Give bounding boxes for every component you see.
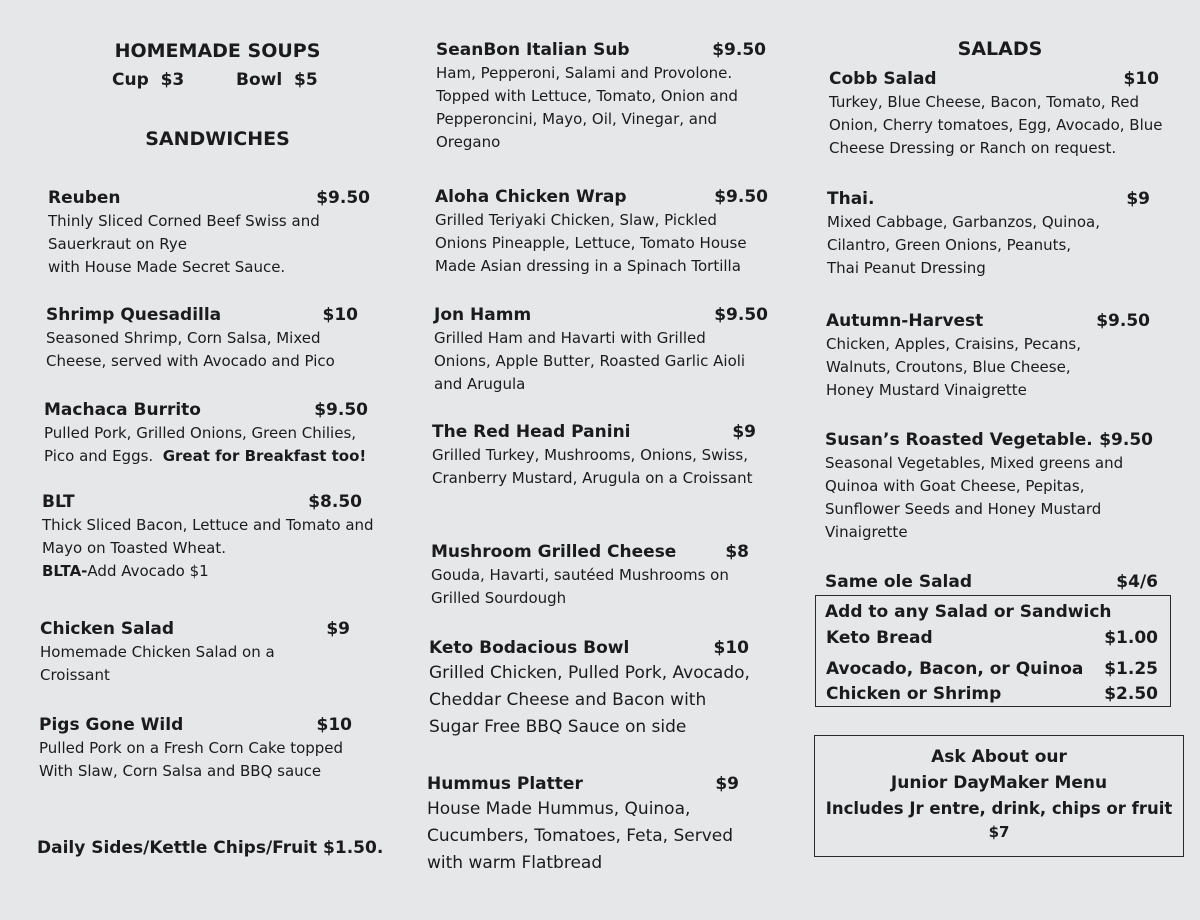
item-name: Cobb Salad bbox=[829, 69, 937, 89]
menu-item-blt bbox=[42, 491, 374, 583]
menu-item-autumn-harvest bbox=[826, 310, 1150, 402]
item-price: $10 bbox=[713, 638, 749, 658]
addon-row: Avocado, Bacon, or Quinoa $1.25 bbox=[826, 659, 1158, 679]
item-description: House Made Hummus, Quinoa, Cucumbers, Tomatoes, Feta, Served with warm Flatbread bbox=[427, 799, 734, 873]
item-name: Shrimp Quesadilla bbox=[46, 305, 222, 325]
item-description: Pulled Pork, Grilled Onions, Green Chilies, Pico and Eggs. Great for Breakfast too! bbox=[44, 424, 367, 465]
soup-cup-price: Cup $3 bbox=[112, 70, 185, 90]
item-price: $9.50 bbox=[714, 305, 768, 325]
menu-item-thai bbox=[827, 188, 1150, 280]
item-price: $8.50 bbox=[308, 492, 362, 512]
item-name: Thai. bbox=[827, 189, 875, 209]
item-description: Seasonal Vegetables, Mixed greens and Quinoa with Goat Cheese, Pepitas, Sunflower Seeds and Honey Mustard Vinaigrette bbox=[825, 454, 1124, 541]
item-description: Homemade Chicken Salad on a Croissant bbox=[40, 643, 275, 684]
junior-title: Junior DayMaker Menu bbox=[890, 773, 1108, 793]
menu-item-shrimp-quesadilla bbox=[46, 304, 358, 373]
item-description: Thick Sliced Bacon, Lettuce and Tomato and Mayo on Toasted Wheat. BLTA-Add Avocado $1 bbox=[42, 516, 374, 580]
item-name: Susan’s Roasted Vegetable. bbox=[825, 430, 1093, 450]
item-name: SeanBon Italian Sub bbox=[436, 40, 630, 60]
item-name: Machaca Burrito bbox=[44, 400, 201, 420]
item-price: $9 bbox=[715, 774, 739, 794]
item-name: Mushroom Grilled Cheese bbox=[431, 542, 677, 562]
item-name: Autumn-Harvest bbox=[826, 311, 984, 331]
menu-item-red-head-panini bbox=[432, 421, 756, 490]
daily-sides: Daily Sides/Kettle Chips/Fruit $1.50. bbox=[37, 838, 384, 858]
menu-item-same-ole-salad bbox=[825, 571, 1158, 593]
item-name: Hummus Platter bbox=[427, 774, 583, 794]
item-name: Pigs Gone Wild bbox=[39, 715, 184, 735]
item-name: Keto Bodacious Bowl bbox=[429, 638, 630, 658]
item-price: $9 bbox=[1126, 189, 1150, 209]
menu-item-susans-roasted-vegetable bbox=[825, 429, 1153, 544]
addon-row: Chicken or Shrimp $2.50 bbox=[826, 684, 1158, 704]
item-name: BLT bbox=[42, 492, 75, 512]
item-price: $9.50 bbox=[316, 188, 370, 208]
junior-menu-box bbox=[814, 735, 1184, 857]
menu-item-seanbon-italian-sub bbox=[436, 39, 766, 154]
junior-line: Includes Jr entre, drink, chips or fruit bbox=[825, 799, 1173, 818]
soup-bowl-price: Bowl $5 bbox=[236, 70, 318, 90]
item-price: $9.50 bbox=[1099, 430, 1153, 450]
item-price: $10 bbox=[1123, 69, 1159, 89]
item-price: $10 bbox=[322, 305, 358, 325]
menu-item-chicken-salad bbox=[40, 618, 350, 687]
item-name: Reuben bbox=[48, 188, 121, 208]
item-description: Grilled Chicken, Pulled Pork, Avocado, Cheddar Cheese and Bacon with Sugar Free BBQ Sauce on side bbox=[429, 663, 750, 737]
item-description: Gouda, Havarti, sautéed Mushrooms on Grilled Sourdough bbox=[431, 566, 729, 607]
item-description: Seasoned Shrimp, Corn Salsa, Mixed Cheese, served with Avocado and Pico bbox=[46, 329, 335, 370]
item-description: Chicken, Apples, Craisins, Pecans, Walnuts, Croutons, Blue Cheese, Honey Mustard Vinaigrette bbox=[826, 335, 1081, 399]
item-price: $9.50 bbox=[712, 40, 766, 60]
item-price: $10 bbox=[316, 715, 352, 735]
item-description: Pulled Pork on a Fresh Corn Cake topped With Slaw, Corn Salsa and BBQ sauce bbox=[39, 739, 344, 780]
item-price: $9 bbox=[326, 619, 350, 639]
item-description: Mixed Cabbage, Garbanzos, Quinoa, Cilantro, Green Onions, Peanuts, Thai Peanut Dressing bbox=[827, 213, 1100, 277]
item-description: Grilled Turkey, Mushrooms, Onions, Swiss, Cranberry Mustard, Arugula on a Croissant bbox=[432, 446, 753, 487]
item-description: Grilled Teriyaki Chicken, Slaw, Pickled Onions Pineapple, Lettuce, Tomato House Made Asian dressing in a Spinach Tortilla bbox=[435, 211, 747, 275]
junior-price: $7 bbox=[988, 823, 1010, 841]
salads-title: SALADS bbox=[957, 38, 1043, 60]
item-description: Thinly Sliced Corned Beef Swiss and Sauerkraut on Rye with House Made Secret Sauce. bbox=[48, 212, 320, 276]
menu-item-reuben bbox=[48, 187, 370, 279]
menu-item-jon-hamm bbox=[434, 304, 768, 396]
addons-box bbox=[815, 595, 1171, 707]
sandwiches-title: SANDWICHES bbox=[145, 128, 290, 150]
menu-item-keto-bodacious-bowl bbox=[429, 637, 749, 741]
soups-title: HOMEMADE SOUPS bbox=[114, 40, 321, 62]
item-price: $8 bbox=[725, 542, 749, 562]
menu-item-mushroom-grilled-cheese bbox=[431, 541, 749, 610]
menu-item-aloha-chicken-wrap bbox=[435, 186, 768, 278]
item-price: $9 bbox=[732, 422, 756, 442]
item-name: The Red Head Panini bbox=[432, 422, 631, 442]
item-name: Jon Hamm bbox=[434, 305, 532, 325]
junior-line: Ask About our bbox=[931, 747, 1067, 767]
menu-item-hummus-platter bbox=[427, 773, 739, 877]
menu-item-cobb-salad bbox=[829, 68, 1163, 160]
item-description: Grilled Ham and Havarti with Grilled Onions, Apple Butter, Roasted Garlic Aioli and Arugula bbox=[434, 329, 746, 393]
addon-row: Keto Bread $1.00 bbox=[826, 628, 1158, 648]
item-name: Chicken Salad bbox=[40, 619, 175, 639]
menu-item-machaca-burrito bbox=[44, 399, 368, 468]
item-name: Same ole Salad bbox=[825, 572, 973, 592]
item-description: Ham, Pepperoni, Salami and Provolone. Topped with Lettuce, Tomato, Onion and Pepperoncini, Mayo, Oil, Vinegar, and Oregano bbox=[436, 64, 738, 151]
item-price: $9.50 bbox=[1096, 311, 1150, 331]
item-price: $9.50 bbox=[714, 187, 768, 207]
addons-title: Add to any Salad or Sandwich bbox=[825, 602, 1112, 622]
item-description: Turkey, Blue Cheese, Bacon, Tomato, Red Onion, Cherry tomatoes, Egg, Avocado, Blue Cheese Dressing or Ranch on request. bbox=[829, 93, 1163, 157]
item-name: Aloha Chicken Wrap bbox=[435, 187, 627, 207]
menu-item-pigs-gone-wild bbox=[39, 714, 352, 783]
item-price: $9.50 bbox=[314, 400, 368, 420]
item-price: $4/6 bbox=[1116, 572, 1158, 592]
